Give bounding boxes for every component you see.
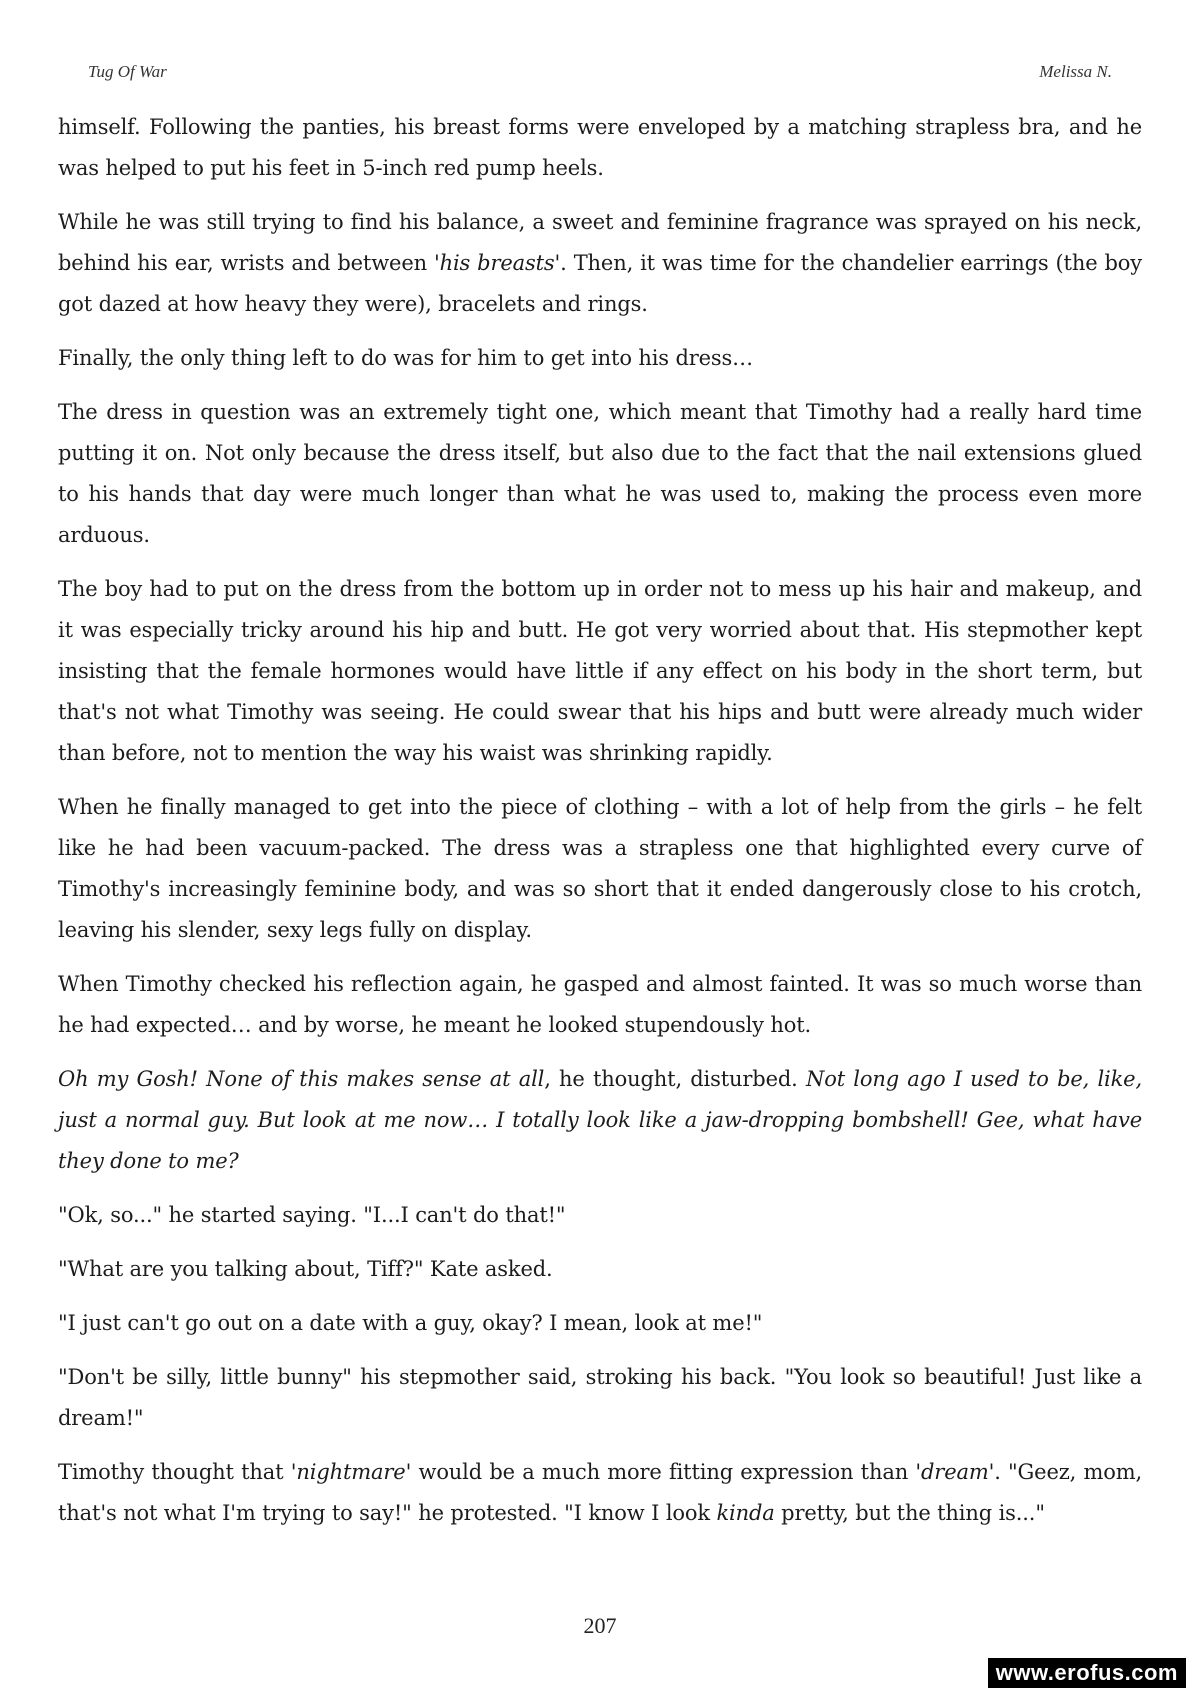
- text-run: "I just can't go out on a date with a guy, okay? I mean, look at me!": [58, 1311, 763, 1335]
- text-run: "What are you talking about, Tiff?" Kate asked.: [58, 1257, 553, 1281]
- text-run: . "Geez, mom, that's not what I'm trying to say!" he protested. "I know I look: [58, 1460, 1143, 1525]
- text-run: When he finally managed to get into the piece of clothing – with a lot of help from the girls – he felt like he had been vacuum-packed. The dress was a strapless one that highlighted every curve of Timothy's increasingly feminine body, and was so short that it ended dangerously close to his crotch, leaving his slender, sexy legs fully on display.: [58, 795, 1142, 942]
- paragraph: [58, 569, 1142, 774]
- text-run: When Timothy checked his reflection again, he gasped and almost fainted. It was so much worse than he had expected… and by worse, he meant he looked stupendously hot.: [58, 972, 1142, 1037]
- page-number: 207: [583, 1613, 617, 1638]
- paragraph: [58, 392, 1142, 556]
- italic-run: Not long ago I used to be, like, just a normal guy. But look at me now… I totally look like a jaw-dropping bombshell! Gee, what have they done to me?: [58, 1067, 1142, 1173]
- site-watermark: www.erofus.com: [988, 1658, 1186, 1688]
- paragraph: [58, 1357, 1142, 1439]
- paragraph: [58, 1059, 1142, 1182]
- paragraph: [58, 202, 1142, 325]
- paragraph: [58, 1303, 1142, 1344]
- paragraph: [58, 107, 1142, 189]
- text-run: While he was still trying to find his balance, a sweet and feminine fragrance was sprayed on his neck, behind his ear, wrists and between: [58, 210, 1142, 275]
- running-header-author: Melissa N.: [1039, 62, 1112, 81]
- text-run: , he thought, disturbed.: [544, 1067, 806, 1091]
- body-text: [58, 107, 1142, 1547]
- paragraph: [58, 787, 1142, 951]
- text-run: pretty, but the thing is...": [774, 1501, 1045, 1525]
- text-run: himself. Following the panties, his breast forms were enveloped by a matching strapless bra, and he was helped to put his feet in 5-inch red pump heels.: [58, 115, 1142, 180]
- italic-run: kinda: [716, 1501, 775, 1525]
- text-run: "Don't be silly, little bunny" his stepmother said, stroking his back. "You look so beautiful! Just like a dream!": [58, 1365, 1142, 1430]
- paragraph: [58, 1195, 1142, 1236]
- text-run: "Ok, so..." he started saying. "I...I can't do that!": [58, 1203, 566, 1227]
- text-run: The dress in question was an extremely tight one, which meant that Timothy had a really hard time putting it on. Not only because the dress itself, but also due to the fact that the nail extensions glued to his hands that day were much longer than what he was used to, making the process even more arduous.: [58, 400, 1142, 547]
- running-header-title: Tug Of War: [88, 62, 167, 81]
- paragraph: [58, 964, 1142, 1046]
- italic-run: 'his breasts': [433, 251, 561, 275]
- paragraph: [58, 1249, 1142, 1290]
- text-run: would be a much more fitting expression than: [411, 1460, 916, 1484]
- paragraph: [58, 338, 1142, 379]
- italic-run: Oh my Gosh! None of this makes sense at all: [58, 1067, 545, 1091]
- text-run: Finally, the only thing left to do was for him to get into his dress…: [58, 346, 754, 370]
- text-run: The boy had to put on the dress from the bottom up in order not to mess up his hair and makeup, and it was especially tricky around his hip and butt. He got very worried about that. His stepmother kept insisting that the female hormones would have little if any effect on his body in the short term, but that's not what Timothy was seeing. He could swear that his hips and butt were already much wider than before, not to mention the way his waist was shrinking rapidly.: [58, 577, 1142, 765]
- italic-run: 'nightmare': [290, 1460, 412, 1484]
- text-run: . Then, it was time for the chandelier earrings (the boy got dazed at how heavy they were), bracelets and rings.: [58, 251, 1142, 316]
- paragraph: [58, 1452, 1142, 1534]
- italic-run: 'dream': [915, 1460, 995, 1484]
- text-run: Timothy thought that: [58, 1460, 291, 1484]
